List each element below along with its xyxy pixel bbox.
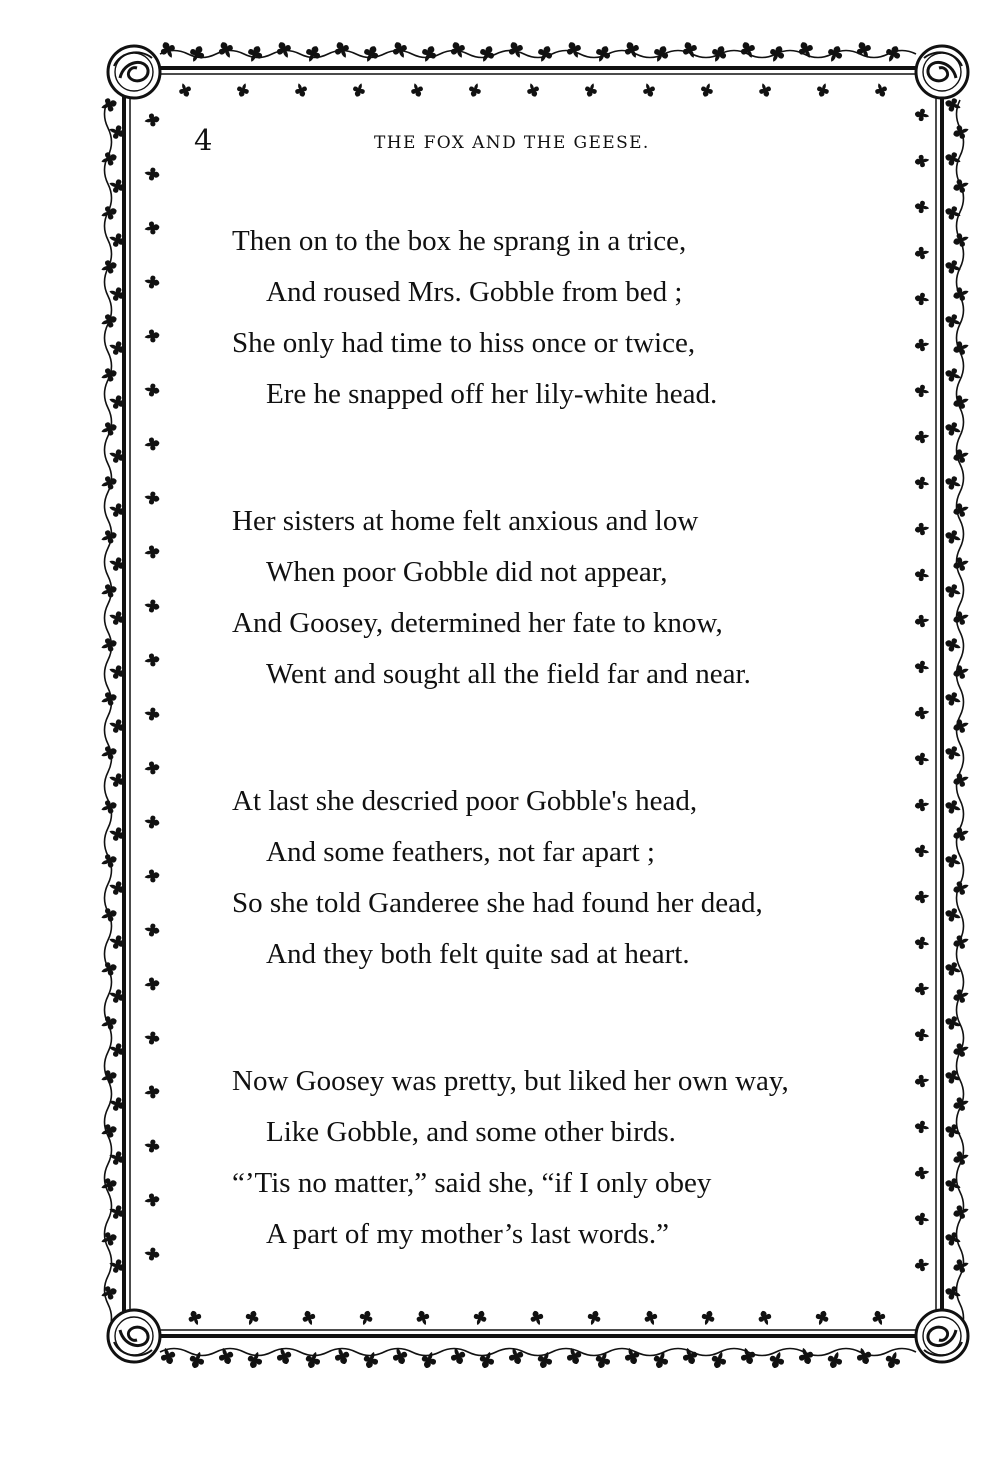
ivy-leaf: [390, 39, 410, 61]
ivy-leaf: [914, 844, 930, 859]
ivy-leaf: [177, 81, 193, 98]
ivy-leaf: [303, 43, 323, 65]
ivy-leaf: [914, 338, 930, 353]
ivy-leaf: [143, 814, 160, 829]
ivy-leaf: [99, 690, 119, 708]
poem-line: Now Goosey was pretty, but liked her own way,: [232, 1065, 789, 1097]
ivy-leaf: [143, 1192, 160, 1207]
ivy-leaf: [951, 771, 971, 789]
ivy-leaf: [414, 1309, 431, 1328]
ivy-leaf: [767, 43, 787, 65]
stanza-4: [232, 1064, 912, 1268]
ivy-leaf: [99, 204, 119, 222]
ivy-leaf: [943, 528, 963, 546]
ivy-leaf: [914, 660, 930, 675]
ivy-leaf: [914, 752, 930, 767]
ivy-leaf: [293, 81, 309, 98]
ivy-leaf: [99, 150, 119, 168]
ivy-leaf: [99, 636, 119, 654]
ivy-leaf: [825, 43, 845, 65]
ivy-leaf: [914, 798, 930, 813]
ivy-leaf: [143, 328, 160, 343]
poem-line: And some feathers, not far apart ;: [266, 836, 655, 868]
running-title: THE FOX AND THE GEESE.: [374, 133, 650, 153]
poem-line: At last she descried poor Gobble's head,: [232, 785, 698, 817]
ivy-leaf: [143, 868, 160, 883]
ivy-leaf: [943, 312, 963, 330]
ivy-leaf: [943, 636, 963, 654]
ivy-leaf: [951, 1095, 971, 1113]
vine-stem: [957, 100, 964, 1332]
ivy-leaf: [951, 555, 971, 573]
ivy-leaf: [914, 982, 930, 997]
ivy-leaf: [914, 154, 930, 169]
ivy-leaf: [914, 1028, 930, 1043]
ivy-leaf: [99, 906, 119, 924]
ivy-leaf: [709, 43, 729, 65]
ivy-leaf: [143, 760, 160, 775]
ivy-leaf: [914, 568, 930, 583]
ivy-leaf: [471, 1309, 488, 1328]
ivy-leaf: [699, 81, 715, 98]
ivy-leaf: [351, 81, 367, 98]
ivy-leaf: [951, 447, 971, 465]
ivy-leaf: [943, 1068, 963, 1086]
ivy-leaf: [951, 609, 971, 627]
ivy-leaf: [943, 906, 963, 924]
ivy-leaf: [825, 1350, 845, 1371]
ivy-leaf: [143, 112, 160, 127]
ivy-leaf: [914, 430, 930, 445]
ivy-leaf: [943, 150, 963, 168]
ivy-leaf: [143, 220, 160, 235]
ivy-leaf: [361, 43, 381, 65]
ivy-leaf: [143, 1246, 160, 1261]
page-number: 4: [194, 123, 213, 157]
ivy-leaf: [143, 1084, 160, 1099]
poem-line: Then on to the box he sprang in a trice,: [232, 225, 687, 257]
ivy-leaf: [914, 246, 930, 261]
ivy-leaf: [680, 39, 700, 61]
ivy-leaf: [99, 798, 119, 816]
ivy-leaf: [914, 292, 930, 307]
ivy-leaf: [951, 663, 971, 681]
ivy-leaf: [245, 43, 265, 65]
ivy-leaf: [914, 384, 930, 399]
poem-line: Her sisters at home felt anxious and low: [232, 505, 699, 537]
ivy-leaf: [243, 1309, 260, 1328]
ivy-leaf: [951, 717, 971, 735]
ivy-leaf: [143, 544, 160, 559]
ivy-leaf: [943, 474, 963, 492]
poem-line: Went and sought all the field far and near.: [266, 658, 751, 690]
ivy-leaf: [99, 852, 119, 870]
ivy-leaf: [951, 501, 971, 519]
ivy-leaf: [951, 933, 971, 951]
ivy-leaf: [943, 582, 963, 600]
ivy-leaf: [951, 1041, 971, 1059]
ivy-leaf: [143, 166, 160, 181]
ivy-leaf: [914, 522, 930, 537]
ivy-leaf: [245, 1350, 265, 1371]
ivy-leaf: [813, 1309, 830, 1328]
ivy-leaf: [143, 1030, 160, 1045]
ivy-leaf: [99, 312, 119, 330]
ivy-leaf: [409, 81, 425, 98]
corner-scroll-ornament: [916, 46, 968, 98]
ivy-leaf: [99, 1284, 119, 1302]
ivy-leaf: [274, 39, 294, 61]
ivy-leaf: [419, 43, 439, 65]
poem-line: And they both felt quite sad at heart.: [266, 938, 690, 970]
ivy-leaf: [357, 1309, 374, 1328]
ivy-leaf: [796, 1346, 816, 1367]
ivy-leaf: [99, 528, 119, 546]
ivy-leaf: [467, 81, 483, 98]
ivy-leaf: [593, 43, 613, 65]
ivy-leaf: [143, 976, 160, 991]
ivy-leaf: [585, 1309, 602, 1328]
ivy-leaf: [914, 1120, 930, 1135]
poem-line: When poor Gobble did not appear,: [266, 556, 668, 588]
ivy-leaf: [593, 1350, 613, 1371]
poem-line: Ere he snapped off her lily-white head.: [266, 378, 718, 410]
ivy-leaf: [883, 43, 903, 65]
poem-line: A part of my mother’s last words.”: [266, 1218, 669, 1250]
ivy-leaf: [943, 690, 963, 708]
ivy-leaf: [914, 614, 930, 629]
poem-line: “’Tis no matter,” said she, “if I only obey: [232, 1167, 712, 1199]
ivy-leaf: [419, 1350, 439, 1371]
stanza-3: [232, 784, 912, 988]
ivy-leaf: [143, 1138, 160, 1153]
ivy-leaf: [951, 339, 971, 357]
corner-scroll-ornament: [108, 46, 160, 98]
ivy-leaf: [143, 922, 160, 937]
ivy-leaf: [525, 81, 541, 98]
ivy-leaf: [914, 1166, 930, 1181]
poem-line: And Goosey, determined her fate to know,: [232, 607, 723, 639]
ivy-leaf: [300, 1309, 317, 1328]
ivy-leaf: [914, 706, 930, 721]
ivy-leaf: [99, 1176, 119, 1194]
ivy-leaf: [143, 490, 160, 505]
ivy-leaf: [943, 744, 963, 762]
ivy-leaf: [914, 200, 930, 215]
ivy-leaf: [641, 81, 657, 98]
ivy-leaf: [651, 43, 671, 65]
ivy-leaf: [914, 1074, 930, 1089]
ivy-leaf: [943, 1284, 963, 1302]
ivy-leaf: [914, 1258, 930, 1273]
ivy-leaf: [99, 960, 119, 978]
ivy-leaf: [738, 39, 758, 61]
poem-line: Like Gobble, and some other birds.: [266, 1116, 676, 1148]
ivy-leaf: [951, 1257, 971, 1275]
ivy-leaf: [186, 1309, 203, 1328]
ivy-leaf: [914, 890, 930, 905]
ivy-leaf: [332, 39, 352, 61]
corner-scroll-ornament: [108, 1310, 160, 1362]
ivy-leaf: [99, 744, 119, 762]
poem-line: She only had time to hiss once or twice,: [232, 327, 696, 359]
ivy-leaf: [951, 177, 971, 195]
ivy-leaf: [699, 1309, 716, 1328]
ivy-leaf: [914, 1212, 930, 1227]
corner-scroll-ornament: [916, 1310, 968, 1362]
ivy-leaf: [951, 987, 971, 1005]
ivy-leaf: [642, 1309, 659, 1328]
ivy-leaf: [143, 382, 160, 397]
ivy-leaf: [815, 81, 831, 98]
ivy-leaf: [873, 81, 889, 98]
ivy-leaf: [99, 96, 119, 114]
ivy-leaf: [235, 81, 251, 98]
ivy-leaf: [951, 285, 971, 303]
poem: [232, 224, 912, 1268]
ivy-leaf: [143, 598, 160, 613]
vine-stem: [105, 100, 112, 1332]
ivy-leaf: [99, 1014, 119, 1032]
ivy-leaf: [951, 393, 971, 411]
ivy-leaf: [583, 81, 599, 98]
ivy-leaf: [99, 582, 119, 600]
ivy-leaf: [143, 274, 160, 289]
ivy-leaf: [943, 1230, 963, 1248]
ivy-leaf: [951, 1149, 971, 1167]
stanza-1: [232, 224, 912, 428]
ivy-leaf: [303, 1350, 323, 1371]
ivy-leaf: [757, 81, 773, 98]
ivy-leaf: [143, 706, 160, 721]
poem-line: So she told Ganderee she had found her dead,: [232, 887, 763, 919]
stanza-2: [232, 504, 912, 708]
ivy-leaf: [361, 1350, 381, 1371]
ivy-leaf: [914, 476, 930, 491]
ivy-leaf: [951, 1203, 971, 1221]
ivy-leaf: [143, 652, 160, 667]
ivy-leaf: [99, 1230, 119, 1248]
ivy-leaf: [914, 936, 930, 951]
ivy-leaf: [143, 436, 160, 451]
ivy-leaf: [951, 231, 971, 249]
ivy-leaf: [951, 123, 971, 141]
ivy-leaf: [767, 1350, 787, 1371]
ivy-leaf: [528, 1309, 545, 1328]
poem-line: And roused Mrs. Gobble from bed ;: [266, 276, 683, 308]
ivy-leaf: [914, 108, 930, 123]
ivy-leaf: [99, 366, 119, 384]
vine-stem: [160, 1349, 916, 1356]
ivy-leaf: [756, 1309, 773, 1328]
ivy-leaf: [854, 1346, 874, 1367]
ivy-leaf: [99, 258, 119, 276]
ivy-leaf: [870, 1309, 887, 1328]
